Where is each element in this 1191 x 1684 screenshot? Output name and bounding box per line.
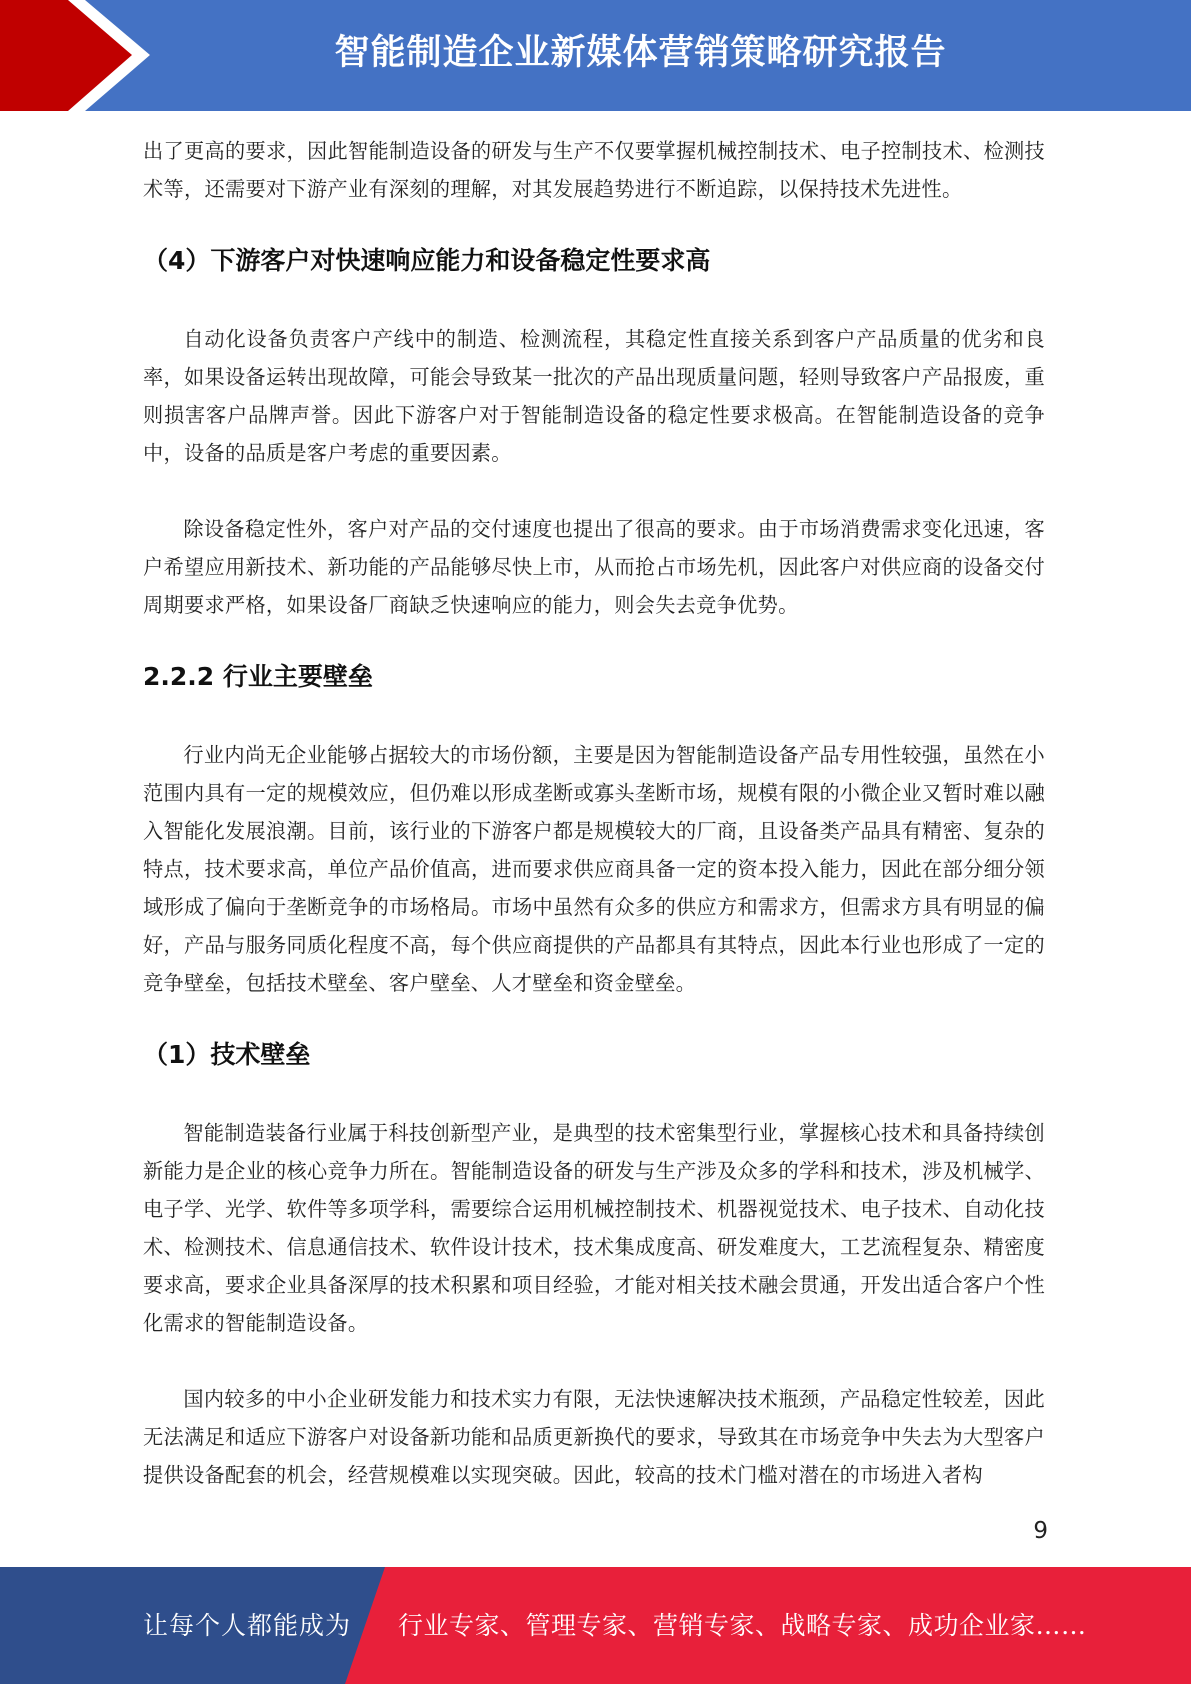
footer-slogan-right: 行业专家、管理专家、营销专家、战略专家、成功企业家……	[398, 1611, 1087, 1640]
header-title: 智能制造企业新媒体营销策略研究报告	[334, 33, 947, 73]
paragraph: 除设备稳定性外，客户对产品的交付速度也提出了很高的要求。由于市场消费需求变化迅速，客户希望应用新技术、新功能的产品能够尽快上市，从而抢占市场先机，因此客户对供应商的设备交付周期要求严格，如果设备厂商缺乏快速响应的能力，则会失去竞争优势。	[143, 517, 1045, 617]
section-heading: 2.2.2 行业主要壁垒	[143, 662, 373, 691]
document-body	[143, 132, 1045, 1494]
paragraph: 自动化设备负责客户产线中的制造、检测流程，其稳定性直接关系到客户产品质量的优劣和良率，如果设备运转出现故障，可能会导致某一批次的产品出现质量问题，轻则导致客户产品报废，重则损害客户品牌声誉。因此下游客户对于智能制造设备的稳定性要求极高。在智能制造设备的竞争中，设备的品质是客户考虑的重要因素。	[143, 327, 1045, 465]
paragraph: 行业内尚无企业能够占据较大的市场份额，主要是因为智能制造设备产品专用性较强，虽然在小范围内具有一定的规模效应，但仍难以形成垄断或寡头垄断市场，规模有限的小微企业又暂时难以融入智能化发展浪潮。目前，该行业的下游客户都是规模较大的厂商，且设备类产品具有精密、复杂的特点，技术要求高，单位产品价值高，进而要求供应商具备一定的资本投入能力，因此在部分细分领域形成了偏向于垄断竞争的市场格局。市场中虽然有众多的供应方和需求方，但需求方具有明显的偏好，产品与服务同质化程度不高，每个供应商提供的产品都具有其特点，因此本行业也形成了一定的竞争壁垒，包括技术壁垒、客户壁垒、人才壁垒和资金壁垒。	[143, 743, 1045, 995]
page-footer	[0, 1567, 1191, 1684]
section-heading: （4）下游客户对快速响应能力和设备稳定性要求高	[143, 246, 711, 275]
section-heading: （1）技术壁垒	[143, 1040, 311, 1069]
paragraph: 智能制造装备行业属于科技创新型产业，是典型的技术密集型行业，掌握核心技术和具备持续创新能力是企业的核心竞争力所在。智能制造设备的研发与生产涉及众多的学科和技术，涉及机械学、电子学、光学、软件等多项学科，需要综合运用机械控制技术、机器视觉技术、电子技术、自动化技术、检测技术、信息通信技术、软件设计技术，技术集成度高、研发难度大，工艺流程复杂、精密度要求高，要求企业具备深厚的技术积累和项目经验，才能对相关技术融会贯通，开发出适合客户个性化需求的智能制造设备。	[143, 1121, 1045, 1335]
footer-slogan-left: 让每个人都能成为	[143, 1611, 352, 1640]
page-header	[0, 0, 1191, 111]
paragraph: 国内较多的中小企业研发能力和技术实力有限，无法快速解决技术瓶颈，产品稳定性较差，因此无法满足和适应下游客户对设备新功能和品质更新换代的要求，导致其在市场竞争中失去为大型客户提供设备配套的机会，经营规模难以实现突破。因此，较高的技术门槛对潜在的市场进入者构	[143, 1387, 1045, 1487]
page-number: 9	[1033, 1518, 1048, 1544]
paragraph: 出了更高的要求，因此智能制造设备的研发与生产不仅要掌握机械控制技术、电子控制技术、检测技术等，还需要对下游产业有深刻的理解，对其发展趋势进行不断追踪，以保持技术先进性。	[143, 139, 1045, 201]
